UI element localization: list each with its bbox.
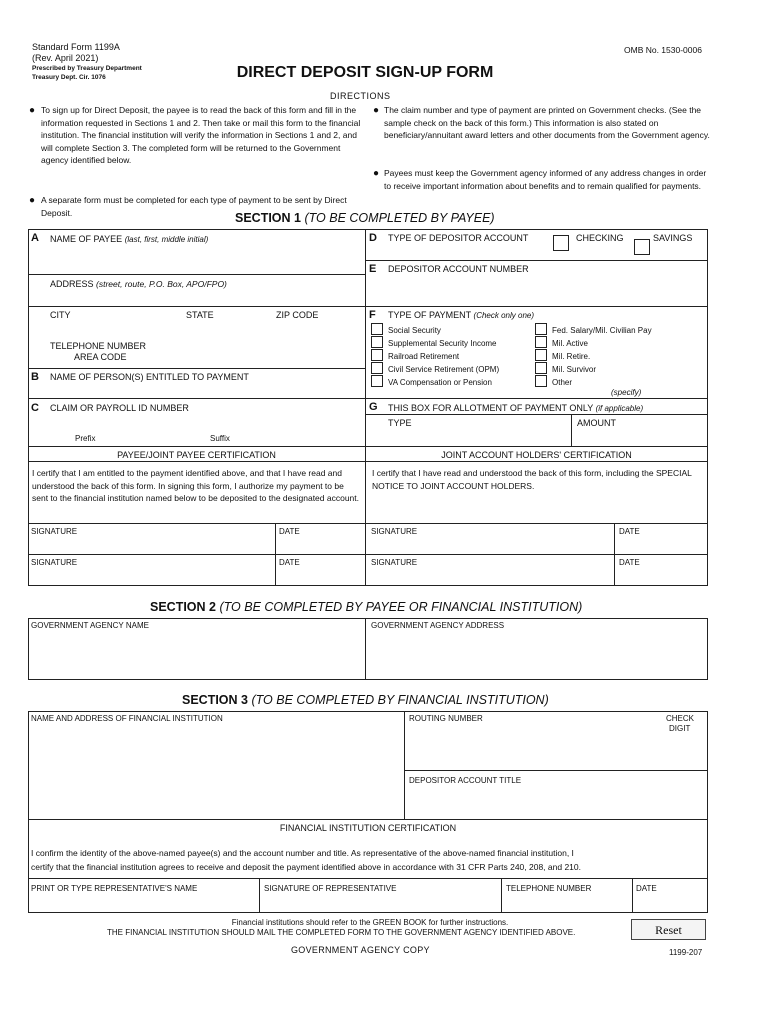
depositor-account-title-field[interactable] — [409, 788, 704, 816]
checking-label: CHECKING — [576, 233, 624, 243]
field-letter-g: G — [369, 401, 378, 413]
reset-button[interactable]: Reset — [631, 919, 706, 940]
field-letter-e: E — [369, 263, 377, 275]
form-title: DIRECT DEPOSIT SIGN-UP FORM — [236, 64, 494, 81]
savings-label: SAVINGS — [653, 233, 693, 243]
telephone-label: TELEPHONE NUMBER — [50, 341, 147, 351]
omb-number: OMB No. 1530-0006 — [624, 45, 702, 55]
joint-date-field[interactable] — [618, 537, 704, 552]
direction-right-2: Payees must keep the Government agency informed of any address changes in order to receive important information about benefits and to remain qualified for payments. — [384, 168, 707, 191]
payment-civil-service-checkbox[interactable] — [371, 362, 383, 374]
joint-cert-heading: JOINT ACCOUNT HOLDERS' CERTIFICATION — [441, 450, 632, 460]
signature-label: SIGNATURE — [371, 558, 418, 567]
joint-cert-text: I certify that I have read and understood the back of this form, including the SPECIAL NOTICE TO JOINT ACCOUNT HOLDERS. — [372, 468, 692, 491]
agency-address-label: GOVERNMENT AGENCY ADDRESS — [371, 621, 505, 630]
name-of-payee-field[interactable] — [45, 246, 360, 272]
bullet-icon: ● — [29, 195, 36, 206]
savings-checkbox[interactable] — [634, 239, 650, 255]
field-letter-c: C — [31, 402, 39, 414]
direction-left-2: A separate form must be completed for each type of payment to be sent by Direct Deposit. — [41, 195, 347, 218]
fi-cert-text-line1: I confirm the identity of the above-named payee(s) and the account number and title. As representative of the above-named financial institution, I — [31, 848, 574, 858]
bullet-icon: ● — [373, 168, 380, 179]
field-letter-d: D — [369, 232, 377, 244]
signature-label: SIGNATURE — [31, 558, 78, 567]
payment-social-security-checkbox[interactable] — [371, 323, 383, 335]
allotment-amount-label: AMOUNT — [577, 418, 616, 428]
check-digit-label-1: CHECK — [666, 714, 695, 723]
check-digit-label-2: DIGIT — [669, 724, 691, 733]
fi-cert-text-line2: certify that the financial institution agrees to receive and deposit the payment identified above in accordance with 31 CFR Parts 240, 208, and 210. — [31, 862, 581, 872]
address-label: ADDRESS (street, route, P.O. Box, APO/FPO) — [50, 279, 227, 289]
telephone-number-label: TELEPHONE NUMBER — [506, 884, 592, 893]
payment-type-label: Fed. Salary/Mil. Civilian Pay — [552, 326, 652, 335]
rep-date-label: DATE — [636, 884, 657, 893]
payment-type-label: VA Compensation or Pension — [388, 378, 492, 387]
section3-title: SECTION 3 (TO BE COMPLETED BY FINANCIAL INSTITUTION) — [182, 693, 549, 707]
section1-title: SECTION 1 (TO BE COMPLETED BY PAYEE) — [235, 211, 495, 225]
routing-number-label: ROUTING NUMBER — [409, 714, 483, 723]
direction-left-1: To sign up for Direct Deposit, the payee is to read the back of this form and fill in the information requested in Sections 1 and 2. Then take or mail this form to the financial institution. The financial institution will verify the information in Sections 1 and 2, and will complete Section 3. The completed form will be returned to the Government agency identified below. — [41, 105, 361, 165]
payment-railroad-checkbox[interactable] — [371, 349, 383, 361]
payment-type-label: Mil. Retire. — [552, 352, 591, 361]
agency-name-field[interactable] — [31, 632, 361, 676]
rep-date-field[interactable] — [636, 895, 704, 911]
name-of-payee-label: NAME OF PAYEE (last, first, middle initial) — [50, 234, 209, 244]
address-field[interactable] — [45, 290, 360, 304]
rep-telephone-field[interactable] — [505, 895, 628, 911]
specify-label: (specify) — [611, 388, 642, 397]
payment-mil-retire-checkbox[interactable] — [535, 349, 547, 361]
payee-signature-field[interactable] — [30, 537, 272, 552]
direction-right-1: The claim number and type of payment are printed on Government checks. (See the sample check on the back of this form.) This information is also stated on beneficiary/annuitant award letters and other documents from the Government agency. — [384, 105, 710, 140]
treasury-circular: Treasury Dept. Cir. 1076 — [32, 74, 106, 81]
allotment-type-label: TYPE — [388, 418, 412, 428]
checking-checkbox[interactable] — [553, 235, 569, 251]
payment-ssi-checkbox[interactable] — [371, 336, 383, 348]
mail-notice: THE FINANCIAL INSTITUTION SHOULD MAIL THE COMPLETED FORM TO THE GOVERNMENT AGENCY IDENTIFIED ABOVE. — [107, 928, 576, 937]
bullet-icon: ● — [29, 105, 36, 116]
bullet-icon: ● — [373, 105, 380, 116]
depositor-account-number-label: DEPOSITOR ACCOUNT NUMBER — [388, 264, 529, 274]
date-label: DATE — [619, 527, 640, 536]
agency-copy-label: GOVERNMENT AGENCY COPY — [291, 945, 430, 955]
payee-cert-text: I certify that I am entitled to the payment identified above, and that I have read and understood the back of this form. In signing this form, I authorize my payment to be sent to the financial institution named below to be deposited to the designated account. — [32, 468, 360, 503]
payment-type-label: Supplemental Security Income — [388, 339, 497, 348]
other-specify-field[interactable] — [580, 375, 700, 387]
form-number: Standard Form 1199A — [32, 42, 120, 52]
routing-number-field[interactable] — [409, 736, 704, 766]
allotment-amount-field[interactable] — [575, 430, 703, 444]
depositor-account-type-label: TYPE OF DEPOSITOR ACCOUNT — [388, 233, 529, 243]
allotment-label: THIS BOX FOR ALLOTMENT OF PAYMENT ONLY (if applicable) — [388, 403, 644, 413]
fi-name-address-label: NAME AND ADDRESS OF FINANCIAL INSTITUTION — [31, 714, 223, 723]
form-revision: (Rev. April 2021) — [32, 53, 99, 63]
type-of-payment-label: TYPE OF PAYMENT (Check only one) — [388, 310, 535, 320]
payment-type-label: Civil Service Retirement (OPM) — [388, 365, 500, 374]
green-book-note: Financial institutions should refer to the GREEN BOOK for further instructions. — [231, 918, 509, 927]
date-label: DATE — [619, 558, 640, 567]
payee-date-field[interactable] — [278, 537, 362, 552]
area-code-label: AREA CODE — [74, 352, 127, 362]
rep-signature-label: SIGNATURE OF REPRESENTATIVE — [264, 884, 397, 893]
field-letter-f: F — [369, 309, 376, 321]
persons-entitled-field[interactable] — [45, 383, 360, 396]
persons-entitled-label: NAME OF PERSON(S) ENTITLED TO PAYMENT — [50, 372, 249, 382]
joint-signature-field-2[interactable] — [370, 568, 610, 584]
rep-name-field[interactable] — [31, 895, 255, 911]
payment-mil-survivor-checkbox[interactable] — [535, 362, 547, 374]
prescribed-by: Prescribed by Treasury Department — [32, 65, 142, 72]
telephone-field[interactable] — [160, 344, 360, 364]
agency-address-field[interactable] — [370, 632, 704, 676]
directions-heading: DIRECTIONS — [330, 91, 391, 101]
payment-type-label: Mil. Active — [552, 339, 589, 348]
date-label: DATE — [279, 527, 300, 536]
prefix-label: Prefix — [75, 434, 96, 443]
signature-label: SIGNATURE — [31, 527, 78, 536]
agency-name-label: GOVERNMENT AGENCY NAME — [31, 621, 149, 630]
suffix-label: Suffix — [210, 434, 230, 443]
fi-cert-heading: FINANCIAL INSTITUTION CERTIFICATION — [279, 823, 457, 833]
state-label: STATE — [186, 310, 214, 320]
payee-date-field-2[interactable] — [278, 568, 362, 584]
city-state-zip-field[interactable] — [45, 321, 360, 339]
payment-fed-salary-checkbox[interactable] — [535, 323, 547, 335]
city-label: CITY — [50, 310, 71, 320]
payment-type-label: Railroad Retirement — [388, 352, 460, 361]
allotment-type-field[interactable] — [370, 430, 566, 444]
claim-id-label: CLAIM OR PAYROLL ID NUMBER — [50, 403, 189, 413]
payment-type-label: Mil. Survivor — [552, 365, 597, 374]
payment-va-checkbox[interactable] — [371, 375, 383, 387]
joint-signature-field[interactable] — [370, 537, 610, 552]
claim-id-field[interactable] — [45, 415, 360, 433]
date-label: DATE — [279, 558, 300, 567]
payment-mil-active-checkbox[interactable] — [535, 336, 547, 348]
rep-signature-field[interactable] — [263, 895, 497, 911]
payee-cert-heading: PAYEE/JOINT PAYEE CERTIFICATION — [117, 450, 276, 460]
fi-name-address-field[interactable] — [31, 726, 400, 816]
field-letter-b: B — [31, 371, 39, 383]
payment-other-checkbox[interactable] — [535, 375, 547, 387]
form-code: 1199-207 — [669, 948, 703, 957]
zip-code-label: ZIP CODE — [276, 310, 319, 320]
rep-name-label: PRINT OR TYPE REPRESENTATIVE'S NAME — [31, 884, 198, 893]
depositor-account-title-label: DEPOSITOR ACCOUNT TITLE — [409, 776, 522, 785]
field-letter-a: A — [31, 232, 39, 244]
joint-date-field-2[interactable] — [618, 568, 704, 584]
payment-type-label: Other — [552, 378, 573, 387]
signature-label: SIGNATURE — [371, 527, 418, 536]
section2-title: SECTION 2 (TO BE COMPLETED BY PAYEE OR FINANCIAL INSTITUTION) — [150, 600, 583, 614]
payment-type-label: Social Security — [388, 326, 441, 335]
payee-signature-field-2[interactable] — [30, 568, 272, 584]
depositor-account-number-field[interactable] — [385, 276, 703, 302]
